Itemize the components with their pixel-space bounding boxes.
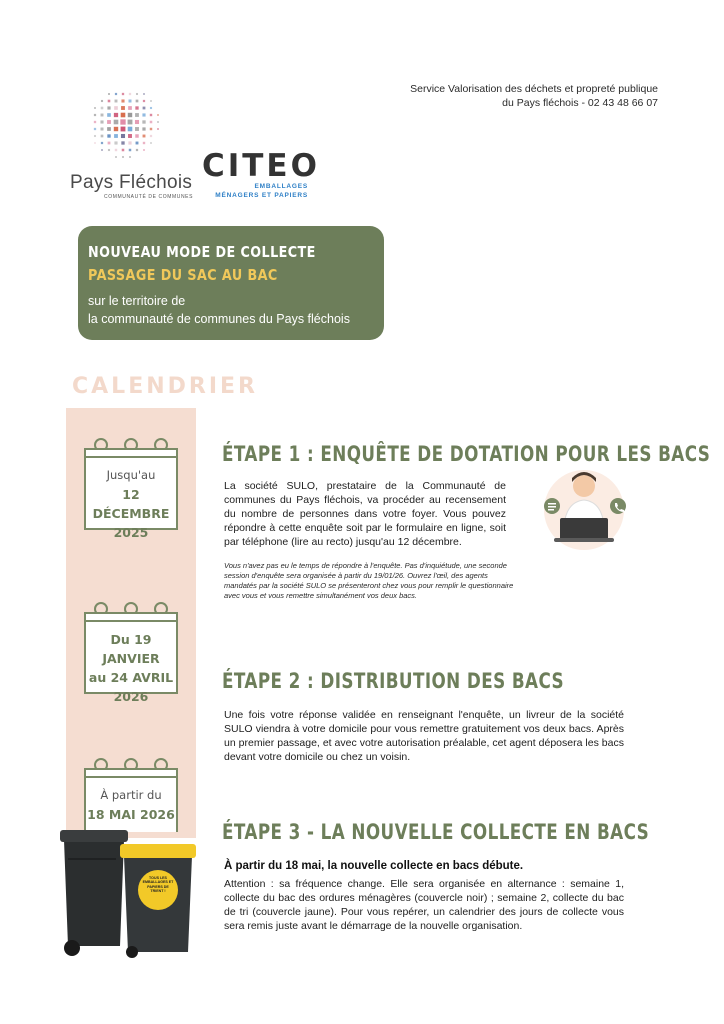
- logo-mosaic-tile: [94, 135, 96, 137]
- logo-mosaic-tile: [114, 127, 118, 131]
- pays-flechois-name: Pays Fléchois: [70, 172, 193, 193]
- logo-mosaic-tile: [101, 135, 104, 138]
- banner-subtitle: PASSAGE DU SAC AU BAC: [88, 266, 278, 284]
- logo-mosaic-tile: [150, 107, 152, 109]
- calendar-line: 18 MAI 2026: [87, 807, 175, 822]
- logo-mosaic-tile: [157, 121, 159, 123]
- step-2-body: Une fois votre réponse validée en renseignant l'enquête, un livreur de la société SULO viendra à votre domicile pour vous remettre gratuitement vos deux bacs. Après un premier passage, et avec votre autorisation préalable, cet agent déposera les bacs devant votre domicile ou chez un voisin.: [224, 709, 624, 763]
- logo-mosaic-tile: [114, 120, 119, 125]
- waste-bins-illustration: [58, 828, 198, 958]
- calendar-line: 2025: [113, 525, 149, 540]
- logo-mosaic-tile: [129, 149, 131, 151]
- logo-mosaic-tile: [128, 120, 133, 125]
- calendar-line: 2026: [113, 689, 149, 704]
- pays-flechois-logo: [62, 78, 202, 173]
- logo-mosaic-tile: [108, 142, 111, 145]
- logo-mosaic-tile: [107, 127, 111, 131]
- logo-mosaic-tile: [122, 156, 124, 158]
- logo-mosaic-tile: [143, 135, 146, 138]
- logo-mosaic-tile: [128, 141, 131, 144]
- logo-mosaic-tile: [101, 142, 103, 144]
- logo-mosaic-tile: [121, 134, 125, 138]
- logo-mosaic-tile: [101, 100, 103, 102]
- logo-mosaic-tile: [114, 134, 118, 138]
- logo-mosaic-tile: [135, 120, 139, 124]
- calendar-line: Du 19 JANVIER: [102, 632, 160, 666]
- logo-mosaic-tile: [157, 128, 159, 130]
- logo-mosaic-tile: [100, 127, 103, 130]
- logo-mosaic-tile: [136, 93, 138, 95]
- calendar-date-text: [86, 466, 176, 542]
- logo-mosaic-tile: [128, 106, 132, 110]
- citeo-logo: CITEO: [202, 148, 320, 184]
- calendar-rings: [86, 602, 176, 616]
- calendar-line: Jusqu'au: [106, 468, 156, 482]
- logo-mosaic-tile: [114, 141, 117, 144]
- step-3-title: ÉTAPE 3 - LA NOUVELLE COLLECTE EN BACS: [222, 820, 650, 844]
- logo-mosaic-tile: [94, 128, 96, 130]
- logo-mosaic-tile: [94, 121, 96, 123]
- logo-mosaic-tile: [150, 135, 152, 137]
- banner-territory-1: sur le territoire de: [88, 294, 186, 308]
- calendar-rings: [86, 438, 176, 452]
- logo-mosaic-tile: [107, 106, 110, 109]
- logo-mosaic-tile: [108, 93, 110, 95]
- logo-mosaic-tile: [143, 142, 145, 144]
- logo-mosaic-tile: [135, 134, 138, 137]
- logo-mosaic-tile: [115, 93, 117, 95]
- calendar-heading: CALENDRIER: [72, 374, 258, 399]
- calendar-line: au 24 AVRIL: [88, 670, 174, 685]
- citeo-sub-2: MÉNAGERS ET PAPIERS: [215, 192, 308, 199]
- logo-mosaic-tile: [136, 100, 139, 103]
- citeo-subtitle: [203, 182, 308, 200]
- logo-mosaic-tile: [114, 106, 118, 110]
- logo-mosaic-tile: [142, 113, 145, 116]
- logo-mosaic-tile: [129, 93, 131, 95]
- logo-mosaic-tile: [100, 120, 103, 123]
- logo-mosaic-tile: [108, 149, 110, 151]
- logo-mosaic-tile: [128, 134, 132, 138]
- logo-mosaic-tile: [94, 107, 96, 109]
- logo-mosaic-tile: [136, 142, 139, 145]
- calendar-line: 12 DÉCEMBRE: [92, 487, 170, 521]
- logo-mosaic-tile: [150, 114, 152, 116]
- service-line-2: du Pays fléchois - 02 43 48 66 07: [502, 97, 658, 109]
- logo-mosaic-tile: [94, 142, 96, 144]
- logo-mosaic-tile: [115, 156, 117, 158]
- collection-banner: [78, 226, 384, 340]
- logo-mosaic-tile: [129, 156, 131, 158]
- logo-mosaic-tile: [108, 100, 111, 103]
- logo-mosaic-tile: [107, 120, 111, 124]
- logo-mosaic-tile: [143, 100, 145, 102]
- pays-flechois-subtitle: COMMUNAUTÉ DE COMMUNES: [104, 194, 194, 200]
- logo-mosaic-tile: [121, 106, 125, 110]
- survey-person-illustration: [538, 464, 630, 550]
- calendar-icon-step-2: [84, 612, 178, 704]
- logo-mosaic-tile: [120, 119, 125, 124]
- logo-mosaic-tile: [107, 113, 111, 117]
- logo-mosaic-tile: [150, 128, 152, 130]
- logo-mosaic-tile: [150, 121, 153, 124]
- logo-mosaic-tile: [101, 107, 104, 110]
- calendar-line: À partir du: [100, 788, 162, 802]
- logo-mosaic-tile: [128, 99, 131, 102]
- banner-title: NOUVEAU MODE DE COLLECTE: [88, 243, 316, 261]
- calendar-date-text: [86, 786, 176, 824]
- service-line-1: Service Valorisation des déchets et propreté publique: [410, 83, 658, 95]
- logo-mosaic-tile: [121, 127, 126, 132]
- logo-mosaic-tile: [135, 127, 139, 131]
- logo-mosaic-tile: [101, 149, 103, 151]
- step-3-body: Attention : sa fréquence change. Elle sera organisée en alternance : semaine 1, collecte du bac des ordures ménagères (couvercle noir) ; semaine 2, collecte du bac de tri (couvercle jaune). Pour vous repérer, un calendrier des jours de collecte vous sera remis juste avant le démarrage de la nouvelle organisation.: [224, 878, 624, 932]
- step-1-body: La société SULO, prestataire de la Communauté de communes du Pays fléchois, va procéder au recensement du nombre de personnes dans votre foyer. Vous pouvez répondre à cette enquête soit par le formulaire en ligne, soit par téléphone (lire au recto) jusqu'au 12 décembre.: [224, 480, 506, 548]
- logo-mosaic-tile: [115, 100, 118, 103]
- logo-mosaic-tile: [128, 113, 132, 117]
- logo-mosaic-tile: [94, 114, 96, 116]
- logo-mosaic-tile: [135, 106, 138, 109]
- step-3-lead: À partir du 18 mai, la nouvelle collecte en bacs débute.: [224, 860, 524, 872]
- logo-mosaic-tile: [114, 113, 118, 117]
- logo-mosaic-tile: [121, 113, 126, 118]
- logo-mosaic-tile: [101, 114, 104, 117]
- logo-mosaic-tile: [150, 142, 152, 144]
- logo-mosaic-tile: [121, 99, 124, 102]
- logo-mosaic-tile: [143, 149, 145, 151]
- calendar-rings: [86, 758, 176, 772]
- logo-mosaic-tile: [115, 149, 117, 151]
- logo-mosaic-tile: [107, 134, 110, 137]
- logo-mosaic-tile: [143, 107, 146, 110]
- logo-mosaic-tile: [135, 113, 139, 117]
- step-1-note: Vous n'avez pas eu le temps de répondre à l'enquête. Pas d'inquiétude, une seconde session d'enquête sera organisée à partir du 19/01/26. Ouvrez l'œil, des agents mandatés par la société SULO se présenteront chez vous pour remplir le questionnaire avec vous et vous remettre simultanément vos deux bacs.: [224, 561, 514, 600]
- logo-mosaic-tile: [122, 149, 125, 152]
- logo-mosaic-tile: [136, 149, 138, 151]
- logo-mosaic-tile: [122, 93, 124, 95]
- service-contact: [410, 82, 658, 110]
- logo-mosaic-tile: [157, 114, 159, 116]
- logo-mosaic-tile: [121, 141, 124, 144]
- logo-mosaic-tile: [142, 127, 145, 130]
- calendar-date-text: [86, 630, 176, 706]
- logo-mosaic-tile: [142, 120, 145, 123]
- step-2-title: ÉTAPE 2 : DISTRIBUTION DES BACS: [222, 669, 564, 693]
- step-1-title: ÉTAPE 1 : ENQUÊTE DE DOTATION POUR LES BACS: [222, 442, 711, 466]
- logo-mosaic-tile: [150, 100, 152, 102]
- calendar-icon-step-3: [84, 768, 178, 832]
- citeo-sub-1: EMBALLAGES: [254, 183, 308, 190]
- calendar-icon-step-1: [84, 448, 178, 540]
- logo-mosaic-tile: [128, 127, 133, 132]
- logo-mosaic-tile: [143, 93, 145, 95]
- banner-territory-2: la communauté de communes du Pays fléchois: [88, 312, 350, 326]
- bin-sticker-text: TOUS LES EMBALLAGES ET PAPIERS DE TRIENT !: [142, 876, 174, 894]
